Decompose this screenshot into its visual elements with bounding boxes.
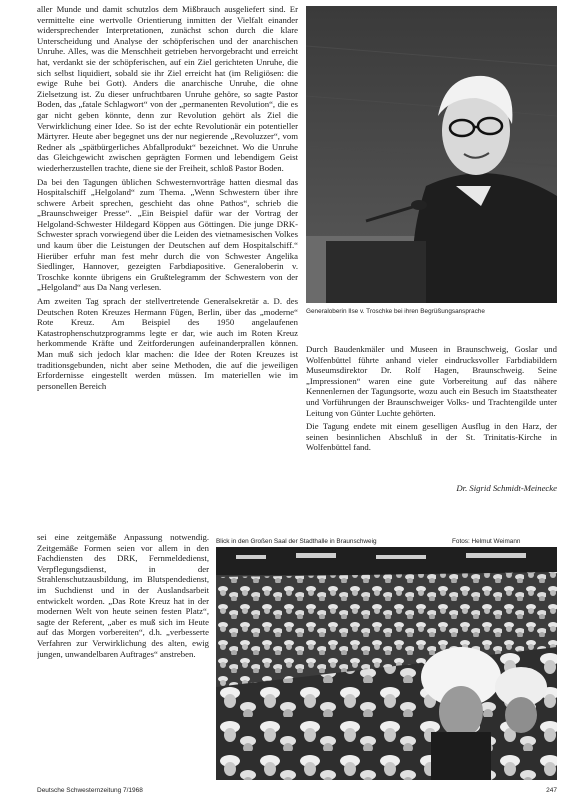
paragraph: sei eine zeitgemäße Anpassung notwendig. Zeitgemäße Formen seien vor allem in den Fachdiensten des DRK, Fernmeldedienst, Verpflegungsdienst, in der Strahlenschutzausbildung, im Blutspendedienst, im Suchdienst und in der Auslandsarbeit entwickelt worden. „Das Rote Kreuz hat in der modernen Welt von heute seinen festen Platz“, sagte der Referent, „aber es muß sich im Heute auf das Morgen vorbereiten“, d.h. „verbesserte Verfahren zur Verwirklichung des alten, ewig jungen, unwandelbaren Auftrages“ anstreben.: [37, 532, 209, 659]
left-bottom-text-column: [37, 532, 209, 778]
right-text-column: [306, 344, 557, 484]
hall-photo-caption: Blick in den Großen Saal der Stadthalle in Braunschweig: [216, 538, 377, 545]
page-number: 247: [546, 787, 557, 794]
paragraph: Da bei den Tagungen üblichen Schwesternvorträge hatten diesmal das Hospitalschiff „Helgoland“ zum Thema. „Wenn Schwestern über ihre schwere Arbeit sprechen, geschieht das ohne Pathos“, schrieb die „Braunschweiger Presse“. „Ein Beispiel dafür war der Vortrag der Helgoland-Schwester Hildegard Köppen aus Göttingen. Die junge DRK-Schwester sprach vorwiegend über die Leiden des vietnamesischen Volkes und kaum über die Leistungen der Deutschen auf dem Hospitalschiff.“ Hierüber erfuhr man fest mehr durch die von Schwester Angelika Siedlinger, Hannover, gezeigten Farbdiapositive. Generaloberin v. Troschke konnte übrigens ein Grußtelegramm der Schwestern von der „Helgoland“ aus Da Nang verlesen.: [37, 176, 298, 293]
speaker-photo-caption: Generaloberin Ilse v. Troschke bei ihren Begrüßungsansprache: [306, 308, 485, 315]
hall-photo-image: [216, 547, 557, 780]
speaker-photo: [306, 6, 557, 303]
author-signature: Dr. Sigrid Schmidt-Meinecke: [456, 483, 557, 493]
speaker-photo-image: [306, 6, 557, 303]
hall-photo: [216, 547, 557, 780]
paragraph: aller Munde und damit schutzlos dem Mißbrauch ausgeliefert sind. Er vermittelte eine wertvolle Orientierung inmitten der Vielfalt einander widersprechender Interpretationen, zunächst schon durch die klare Unterscheidung und Analyse der schöpferischen und der anarchischen Unruhe. Alles, was die Menschheit getrieben hervorgebracht und erreicht hat, verdankt sie der schöpferischen, auf ein Ziel gerichteten Unruhe, die sich selbst liquidiert, sobald sie ihr Ziel erreicht hat (im Religiösen: die ewige Ruhe bei Gott). Anders die anarchische Unruhe, die ohne Zielsetzung ist. Zu dieser unfruchtbaren Unruhe gehöre, so sagte Pastor Boden, das „fatale Schlagwort“ von der „permanenten Revolution“, die es gar nicht geben könnte, denn zur Revolution gehört als Ziel die Verwirklichung einer Idee. So ist der echte Revolutionär ein potentieller Märtyrer. Heute aber begegnet uns der nur negierende „Revoluzzer“, vom Redner als „spätbürgerliches Abfallprodukt“ bezeichnet. Wo die Unruhe das Gleichgewicht zwischen geprägten Formen und lebendigem Geist wiederherzustellen trachte, diene sie der Freiheit, schloß Pastor Boden.: [37, 4, 298, 173]
paragraph: Die Tagung endete mit einem geselligen Ausflug in den Harz, der seinen besinnlichen Abschluß in der St. Trinitatis-Kirche in Wolfenbüttel fand.: [306, 421, 557, 453]
footer-publication: Deutsche Schwesternzeitung 7/1968: [37, 787, 143, 794]
paragraph: Am zweiten Tag sprach der stellvertretende Generalsekretär a. D. des Deutschen Roten Kreuzes Hermann Fügen, Berlin, über das „moderne“ Rote Kreuz. Am Beispiel des 1950 angelaufenen Katastrophenschutzprogramms legte er dar, wie auch im Roten Kreuz herkommende Kräfte und Zeitforderungen aufeinanderprallen können. Man muß sich jedoch klar machen: die Idee der Roten Kreuzes ist traditionsgebunden, nicht aber seine Methoden, die auf die jeweiligen Erfordernisse eingestellt werden müssen. Im materiellen wie im personellen Bereich: [37, 296, 298, 391]
photo-credit: Fotos: Helmut Weimann: [452, 538, 521, 545]
left-text-column: [37, 4, 298, 528]
paragraph: Durch Baudenkmäler und Museen in Braunschweig, Goslar und Wolfenbüttel führte anhand vieler eindrucksvoller Farbdiabildern Museumsdirektor Dr. Rolf Hagen, Braunschweig. Seine „Impressionen“ waren eine gute Vorbereitung auf das nähere Kennenlernen der Tagungsorte, wozu auch ein Besuch im Staatstheater und Vorführungen der Braunschweiger Volks- und Trachtengilde unter Leitung von Günter Luchte gehörten.: [306, 344, 557, 418]
